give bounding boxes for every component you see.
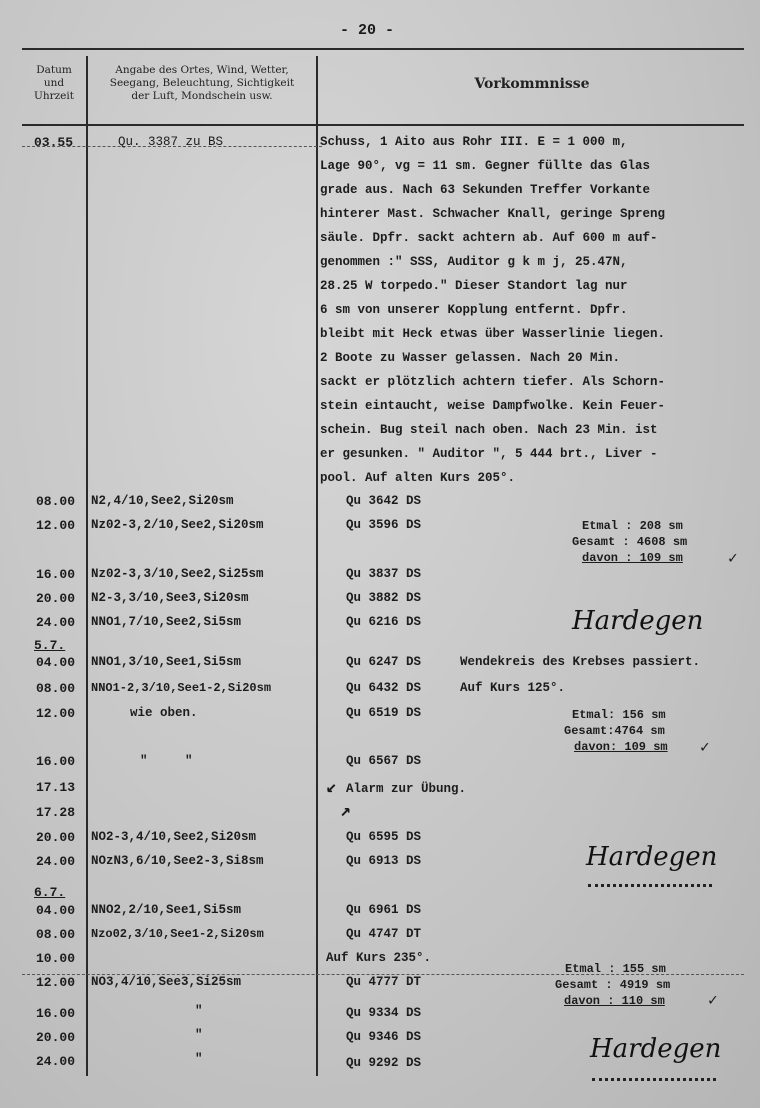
date-marker: 5.7. (34, 638, 66, 653)
row-position: Qu 9292 DS (346, 1056, 422, 1070)
row-time: 16.00 (36, 1006, 76, 1021)
etmal-line: Gesamt : 4919 sm (555, 978, 671, 992)
event-line: 28.25 W torpedo." Dieser Standort lag nur (320, 279, 628, 293)
row-position: Qu 9334 DS (346, 1006, 422, 1020)
row-time: 20.00 (36, 830, 76, 845)
signature: Hardegen (586, 842, 718, 872)
etmal-line: Etmal : 155 sm (565, 962, 666, 976)
signature: Hardegen (590, 1034, 722, 1064)
row-position: Qu 6595 DS (346, 830, 422, 844)
col-divider-1 (86, 56, 88, 1076)
row-weather: NOzN3,6/10,See2-3,Si8sm (91, 854, 264, 868)
event-line: bleibt mit Heck etwas über Wasserlinie liegen. (320, 327, 666, 341)
row-weather: N2-3,3/10,See3,Si20sm (91, 591, 249, 605)
row-position: Qu 3882 DS (346, 591, 422, 605)
event-line: genommen :" SSS, Auditor g k m j, 25.47N, (320, 255, 628, 269)
row-time: 17.28 (36, 805, 76, 820)
row-weather: " (195, 1028, 203, 1042)
row-weather: " (195, 1052, 203, 1066)
event-line: 2 Boote zu Wasser gelassen. Nach 20 Min. (320, 351, 621, 365)
event-line: pool. Auf alten Kurs 205°. (320, 471, 516, 485)
row-time: 24.00 (36, 1054, 76, 1069)
row-position: Alarm zur Übung. (346, 782, 467, 796)
event-line: er gesunken. " Auditor ", 5 444 brt., Liver - (320, 447, 658, 461)
row-time: 04.00 (36, 655, 76, 670)
row-time: 12.00 (36, 975, 76, 990)
row-time: 24.00 (36, 854, 76, 869)
row-time: 17.13 (36, 780, 76, 795)
event-line: Lage 90°, vg = 11 sm. Gegner füllte das Glas (320, 159, 651, 173)
signature-dots (592, 1078, 716, 1081)
row-weather: " " (140, 754, 193, 768)
row-weather: wie oben. (130, 706, 198, 720)
check-icon: ✓ (728, 550, 738, 568)
date-marker: 6.7. (34, 885, 66, 900)
event-line: stein eintaucht, weise Dampfwolke. Kein Feuer- (320, 399, 666, 413)
header-events: Vorkommnisse (474, 76, 590, 92)
event-line: hinterer Mast. Schwacher Knall, geringe Spreng (320, 207, 666, 221)
row-time: 08.00 (36, 927, 76, 942)
event-line: schein. Bug steil nach oben. Nach 23 Min. ist (320, 423, 658, 437)
row-position: Auf Kurs 235°. (326, 951, 432, 965)
row-time: 16.00 (36, 754, 76, 769)
row-weather: NO2-3,4/10,See2,Si20sm (91, 830, 257, 844)
row-position: Qu 3596 DS (346, 518, 422, 532)
row-time: 20.00 (36, 591, 76, 606)
row-weather: NNO1,7/10,See2,Si5sm (91, 615, 242, 629)
row-note: Auf Kurs 125°. (460, 681, 566, 695)
row-position: Qu 4747 DT (346, 927, 422, 941)
row-time: 12.00 (36, 518, 76, 533)
signature: Hardegen (572, 606, 704, 636)
etmal-line: davon : 110 sm (564, 994, 665, 1008)
row-note: Wendekreis des Krebses passiert. (460, 655, 701, 669)
row-time: 20.00 (36, 1030, 76, 1045)
row-position: Qu 6913 DS (346, 854, 422, 868)
etmal-line: davon : 109 sm (582, 551, 683, 565)
event-line: säule. Dpfr. sackt achtern ab. Auf 600 m auf- (320, 231, 658, 245)
row-time: 10.00 (36, 951, 76, 966)
etmal-line: Etmal : 208 sm (582, 519, 683, 533)
row-time: 04.00 (36, 903, 76, 918)
row-weather: " (195, 1004, 203, 1018)
row-weather: Nzo02,3/10,See1-2,Si20sm (91, 927, 264, 941)
header-place: Angabe des Ortes, Wind, Wetter, Seegang, Beleuchtung, Sichtigkeit der Luft, Mondschein usw. (109, 64, 295, 102)
row-time: 08.00 (36, 681, 76, 696)
row-weather: NNO1,3/10,See1,Si5sm (91, 655, 242, 669)
col-divider-2 (316, 56, 318, 1076)
entry-time: 03.55 (34, 135, 74, 150)
event-line: sackt er plötzlich achtern tiefer. Als Schorn- (320, 375, 666, 389)
etmal-line: davon: 109 sm (574, 740, 668, 754)
row-position: Qu 6519 DS (346, 706, 422, 720)
entry-place: Qu. 3387 zu BS (118, 135, 224, 149)
row-position: Qu 6567 DS (346, 754, 422, 768)
page-number: - 20 - (340, 22, 395, 39)
etmal-line: Etmal: 156 sm (572, 708, 666, 722)
row-weather: Nz02-3,3/10,See2,Si25sm (91, 567, 264, 581)
event-line: Schuss, 1 Aito aus Rohr III. E = 1 000 m, (320, 135, 628, 149)
event-line: grade aus. Nach 63 Sekunden Treffer Vorkante (320, 183, 651, 197)
signature-dots (588, 884, 712, 887)
row-time: 16.00 (36, 567, 76, 582)
arrow-up-icon: ↗ (340, 802, 351, 822)
row-weather: N2,4/10,See2,Si20sm (91, 494, 234, 508)
row-weather: Nz02-3,2/10,See2,Si20sm (91, 518, 264, 532)
row-position: Qu 9346 DS (346, 1030, 422, 1044)
row-time: 08.00 (36, 494, 76, 509)
row-position: Qu 6216 DS (346, 615, 422, 629)
row-position: Qu 6432 DS (346, 681, 422, 695)
row-position: Qu 6247 DS (346, 655, 422, 669)
check-icon: ✓ (708, 992, 718, 1010)
row-weather: NNO1-2,3/10,See1-2,Si20sm (91, 681, 272, 695)
etmal-line: Gesamt : 4608 sm (572, 535, 688, 549)
row-position: Qu 3837 DS (346, 567, 422, 581)
header-date: Datum und Uhrzeit (34, 64, 74, 102)
header-rule (22, 124, 744, 126)
arrow-down-icon: ↙ (326, 778, 337, 798)
event-line: 6 sm von unserer Kopplung entfernt. Dpfr. (320, 303, 628, 317)
row-position: Qu 4777 DT (346, 975, 422, 989)
row-weather: NNO2,2/10,See1,Si5sm (91, 903, 242, 917)
row-time: 12.00 (36, 706, 76, 721)
top-rule (22, 48, 744, 50)
row-position: Qu 3642 DS (346, 494, 422, 508)
row-weather: NO3,4/10,See3,Si25sm (91, 975, 242, 989)
check-icon: ✓ (700, 739, 710, 757)
row-position: Qu 6961 DS (346, 903, 422, 917)
etmal-line: Gesamt:4764 sm (564, 724, 665, 738)
row-time: 24.00 (36, 615, 76, 630)
